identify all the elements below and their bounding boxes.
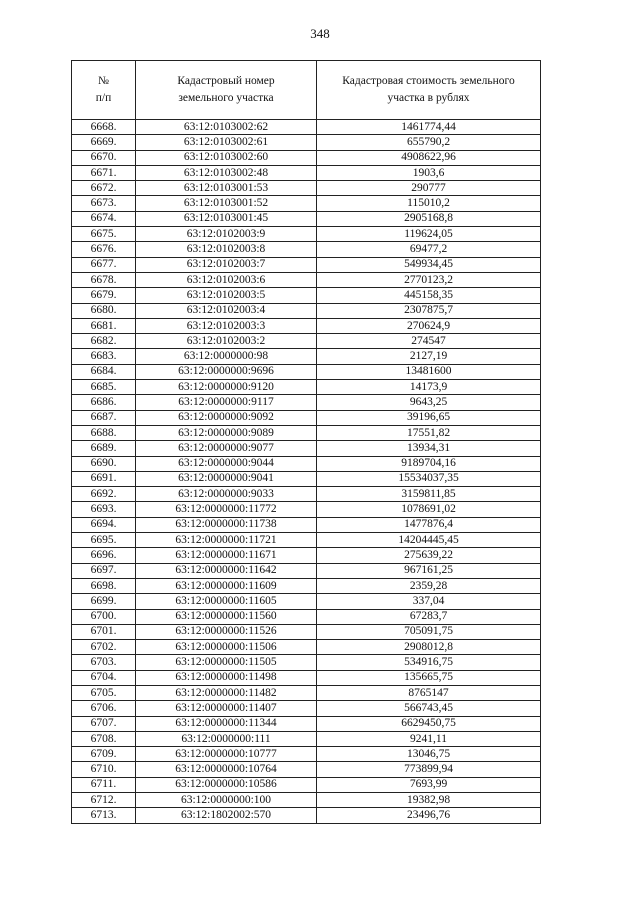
row-number-cell: 6689. xyxy=(72,441,136,456)
table-row xyxy=(72,685,541,700)
cadastral-number-cell: 63:12:0000000:11506 xyxy=(136,640,317,655)
row-number-cell: 6695. xyxy=(72,533,136,548)
cadastral-value-cell: 2359,28 xyxy=(317,578,541,593)
table-row xyxy=(72,716,541,731)
cadastral-number-cell: 63:12:0000000:11498 xyxy=(136,670,317,685)
table-row xyxy=(72,670,541,685)
row-number-cell: 6699. xyxy=(72,594,136,609)
row-number-cell: 6702. xyxy=(72,640,136,655)
table-row xyxy=(72,487,541,502)
row-number-cell: 6712. xyxy=(72,793,136,808)
cadastral-number-cell: 63:12:0000000:10777 xyxy=(136,747,317,762)
header-row-number: № п/п xyxy=(72,61,136,120)
cadastral-number-cell: 63:12:0102003:6 xyxy=(136,272,317,287)
table-row xyxy=(72,349,541,364)
cadastral-value-cell: 566743,45 xyxy=(317,701,541,716)
cadastral-number-cell: 63:12:1802002:570 xyxy=(136,808,317,823)
cadastral-value-cell: 274547 xyxy=(317,334,541,349)
row-number-cell: 6671. xyxy=(72,165,136,180)
table-row xyxy=(72,609,541,624)
cadastral-value-cell: 23496,76 xyxy=(317,808,541,823)
cadastral-number-cell: 63:12:0000000:10586 xyxy=(136,777,317,792)
table-row xyxy=(72,334,541,349)
row-number-cell: 6688. xyxy=(72,425,136,440)
cadastral-value-cell: 115010,2 xyxy=(317,196,541,211)
row-number-cell: 6697. xyxy=(72,563,136,578)
cadastral-number-cell: 63:12:0000000:11407 xyxy=(136,701,317,716)
cadastral-value-cell: 69477,2 xyxy=(317,242,541,257)
cadastral-value-cell: 270624,9 xyxy=(317,318,541,333)
cadastral-value-cell: 1477876,4 xyxy=(317,517,541,532)
cadastral-value-cell: 290777 xyxy=(317,181,541,196)
table-row xyxy=(72,318,541,333)
table-row xyxy=(72,395,541,410)
row-number-cell: 6696. xyxy=(72,548,136,563)
table-body xyxy=(72,120,541,824)
row-number-cell: 6673. xyxy=(72,196,136,211)
table-row xyxy=(72,303,541,318)
table-row xyxy=(72,150,541,165)
cadastral-value-cell: 135665,75 xyxy=(317,670,541,685)
table-row xyxy=(72,242,541,257)
row-number-cell: 6679. xyxy=(72,288,136,303)
cadastral-value-table xyxy=(71,60,541,824)
row-number-cell: 6711. xyxy=(72,777,136,792)
cadastral-value-cell: 1461774,44 xyxy=(317,120,541,135)
cadastral-value-cell: 39196,65 xyxy=(317,410,541,425)
table-row xyxy=(72,517,541,532)
row-number-cell: 6700. xyxy=(72,609,136,624)
cadastral-value-cell: 67283,7 xyxy=(317,609,541,624)
cadastral-number-cell: 63:12:0000000:11738 xyxy=(136,517,317,532)
header-cadastral-value: Кадастровая стоимость земельного участка в рублях xyxy=(317,61,541,120)
cadastral-number-cell: 63:12:0103002:48 xyxy=(136,165,317,180)
cadastral-number-cell: 63:12:0000000:9092 xyxy=(136,410,317,425)
cadastral-number-cell: 63:12:0102003:8 xyxy=(136,242,317,257)
table-row xyxy=(72,762,541,777)
cadastral-value-cell: 2307875,7 xyxy=(317,303,541,318)
table-row xyxy=(72,640,541,655)
table-row xyxy=(72,456,541,471)
row-number-cell: 6710. xyxy=(72,762,136,777)
row-number-cell: 6687. xyxy=(72,410,136,425)
row-number-cell: 6668. xyxy=(72,120,136,135)
row-number-cell: 6669. xyxy=(72,135,136,150)
cadastral-value-cell: 445158,35 xyxy=(317,288,541,303)
cadastral-value-cell: 2127,19 xyxy=(317,349,541,364)
row-number-cell: 6678. xyxy=(72,272,136,287)
cadastral-number-cell: 63:12:0000000:9041 xyxy=(136,471,317,486)
row-number-cell: 6684. xyxy=(72,364,136,379)
row-number-cell: 6704. xyxy=(72,670,136,685)
table-header-row xyxy=(72,61,541,120)
cadastral-value-cell: 13481600 xyxy=(317,364,541,379)
row-number-cell: 6713. xyxy=(72,808,136,823)
table-row xyxy=(72,701,541,716)
cadastral-value-cell: 9643,25 xyxy=(317,395,541,410)
cadastral-number-cell: 63:12:0000000:11772 xyxy=(136,502,317,517)
cadastral-number-cell: 63:12:0000000:11505 xyxy=(136,655,317,670)
table-row xyxy=(72,548,541,563)
cadastral-number-cell: 63:12:0000000:98 xyxy=(136,349,317,364)
row-number-cell: 6693. xyxy=(72,502,136,517)
row-number-cell: 6677. xyxy=(72,257,136,272)
row-number-cell: 6672. xyxy=(72,181,136,196)
row-number-cell: 6708. xyxy=(72,731,136,746)
cadastral-value-cell: 549934,45 xyxy=(317,257,541,272)
cadastral-number-cell: 63:12:0103001:45 xyxy=(136,211,317,226)
row-number-cell: 6680. xyxy=(72,303,136,318)
cadastral-number-cell: 63:12:0102003:9 xyxy=(136,227,317,242)
row-number-cell: 6691. xyxy=(72,471,136,486)
table-row xyxy=(72,533,541,548)
cadastral-value-cell: 534916,75 xyxy=(317,655,541,670)
cadastral-number-cell: 63:12:0000000:11642 xyxy=(136,563,317,578)
cadastral-number-cell: 63:12:0000000:9120 xyxy=(136,380,317,395)
cadastral-number-cell: 63:12:0000000:11605 xyxy=(136,594,317,609)
table-row xyxy=(72,425,541,440)
cadastral-value-cell: 4908622,96 xyxy=(317,150,541,165)
row-number-cell: 6670. xyxy=(72,150,136,165)
table-row xyxy=(72,655,541,670)
cadastral-number-cell: 63:12:0103001:53 xyxy=(136,181,317,196)
cadastral-number-cell: 63:12:0000000:111 xyxy=(136,731,317,746)
cadastral-number-cell: 63:12:0000000:9044 xyxy=(136,456,317,471)
cadastral-value-cell: 2770123,2 xyxy=(317,272,541,287)
cadastral-value-cell: 967161,25 xyxy=(317,563,541,578)
table-row xyxy=(72,181,541,196)
cadastral-number-cell: 63:12:0102003:2 xyxy=(136,334,317,349)
cadastral-value-cell: 773899,94 xyxy=(317,762,541,777)
row-number-cell: 6675. xyxy=(72,227,136,242)
cadastral-value-cell: 17551,82 xyxy=(317,425,541,440)
cadastral-number-cell: 63:12:0000000:9077 xyxy=(136,441,317,456)
table-row xyxy=(72,471,541,486)
table-row xyxy=(72,272,541,287)
cadastral-value-cell: 8765147 xyxy=(317,685,541,700)
row-number-cell: 6698. xyxy=(72,578,136,593)
table-row xyxy=(72,410,541,425)
table-row xyxy=(72,502,541,517)
cadastral-number-cell: 63:12:0000000:9117 xyxy=(136,395,317,410)
cadastral-value-cell: 19382,98 xyxy=(317,793,541,808)
cadastral-number-cell: 63:12:0000000:11344 xyxy=(136,716,317,731)
cadastral-value-cell: 3159811,85 xyxy=(317,487,541,502)
cadastral-number-cell: 63:12:0000000:11560 xyxy=(136,609,317,624)
cadastral-value-cell: 337,04 xyxy=(317,594,541,609)
table-row xyxy=(72,578,541,593)
table-row xyxy=(72,624,541,639)
cadastral-number-cell: 63:12:0103002:61 xyxy=(136,135,317,150)
table-row xyxy=(72,808,541,823)
cadastral-value-cell: 119624,05 xyxy=(317,227,541,242)
row-number-cell: 6676. xyxy=(72,242,136,257)
table-row xyxy=(72,594,541,609)
cadastral-value-cell: 15534037,35 xyxy=(317,471,541,486)
table-row xyxy=(72,135,541,150)
table-row xyxy=(72,288,541,303)
cadastral-value-cell: 14173,9 xyxy=(317,380,541,395)
cadastral-number-cell: 63:12:0102003:5 xyxy=(136,288,317,303)
cadastral-value-cell: 6629450,75 xyxy=(317,716,541,731)
cadastral-number-cell: 63:12:0103002:60 xyxy=(136,150,317,165)
row-number-cell: 6703. xyxy=(72,655,136,670)
table-row xyxy=(72,120,541,135)
cadastral-value-cell: 7693,99 xyxy=(317,777,541,792)
table-row xyxy=(72,563,541,578)
cadastral-number-cell: 63:12:0000000:9696 xyxy=(136,364,317,379)
table-row xyxy=(72,777,541,792)
cadastral-number-cell: 63:12:0000000:10764 xyxy=(136,762,317,777)
cadastral-value-cell: 275639,22 xyxy=(317,548,541,563)
table-row xyxy=(72,257,541,272)
row-number-cell: 6681. xyxy=(72,318,136,333)
cadastral-value-cell: 1903,6 xyxy=(317,165,541,180)
cadastral-number-cell: 63:12:0000000:11482 xyxy=(136,685,317,700)
table-row xyxy=(72,211,541,226)
table-row xyxy=(72,793,541,808)
cadastral-value-cell: 14204445,45 xyxy=(317,533,541,548)
cadastral-value-cell: 9241,11 xyxy=(317,731,541,746)
table-row xyxy=(72,196,541,211)
row-number-cell: 6674. xyxy=(72,211,136,226)
cadastral-number-cell: 63:12:0000000:100 xyxy=(136,793,317,808)
cadastral-number-cell: 63:12:0102003:3 xyxy=(136,318,317,333)
cadastral-value-cell: 2908012,8 xyxy=(317,640,541,655)
cadastral-value-cell: 9189704,16 xyxy=(317,456,541,471)
row-number-cell: 6685. xyxy=(72,380,136,395)
page-number: 348 xyxy=(310,26,330,41)
row-number-cell: 6682. xyxy=(72,334,136,349)
table-row xyxy=(72,747,541,762)
cadastral-number-cell: 63:12:0000000:11671 xyxy=(136,548,317,563)
row-number-cell: 6709. xyxy=(72,747,136,762)
table-row xyxy=(72,380,541,395)
cadastral-number-cell: 63:12:0000000:11526 xyxy=(136,624,317,639)
row-number-cell: 6701. xyxy=(72,624,136,639)
table-row xyxy=(72,441,541,456)
cadastral-number-cell: 63:12:0103002:62 xyxy=(136,120,317,135)
row-number-cell: 6705. xyxy=(72,685,136,700)
row-number-cell: 6683. xyxy=(72,349,136,364)
table-row xyxy=(72,364,541,379)
cadastral-value-cell: 655790,2 xyxy=(317,135,541,150)
cadastral-value-cell: 2905168,8 xyxy=(317,211,541,226)
cadastral-number-cell: 63:12:0000000:11609 xyxy=(136,578,317,593)
row-number-cell: 6707. xyxy=(72,716,136,731)
table-row xyxy=(72,731,541,746)
row-number-cell: 6692. xyxy=(72,487,136,502)
cadastral-value-cell: 705091,75 xyxy=(317,624,541,639)
table-row xyxy=(72,227,541,242)
cadastral-value-cell: 13046,75 xyxy=(317,747,541,762)
row-number-cell: 6690. xyxy=(72,456,136,471)
header-cadastral-number: Кадастровый номер земельного участка xyxy=(136,61,317,120)
cadastral-value-cell: 13934,31 xyxy=(317,441,541,456)
row-number-cell: 6686. xyxy=(72,395,136,410)
row-number-cell: 6706. xyxy=(72,701,136,716)
cadastral-number-cell: 63:12:0103001:52 xyxy=(136,196,317,211)
table-row xyxy=(72,165,541,180)
cadastral-number-cell: 63:12:0000000:11721 xyxy=(136,533,317,548)
cadastral-number-cell: 63:12:0000000:9089 xyxy=(136,425,317,440)
cadastral-number-cell: 63:12:0102003:7 xyxy=(136,257,317,272)
cadastral-number-cell: 63:12:0102003:4 xyxy=(136,303,317,318)
cadastral-value-cell: 1078691,02 xyxy=(317,502,541,517)
cadastral-number-cell: 63:12:0000000:9033 xyxy=(136,487,317,502)
row-number-cell: 6694. xyxy=(72,517,136,532)
